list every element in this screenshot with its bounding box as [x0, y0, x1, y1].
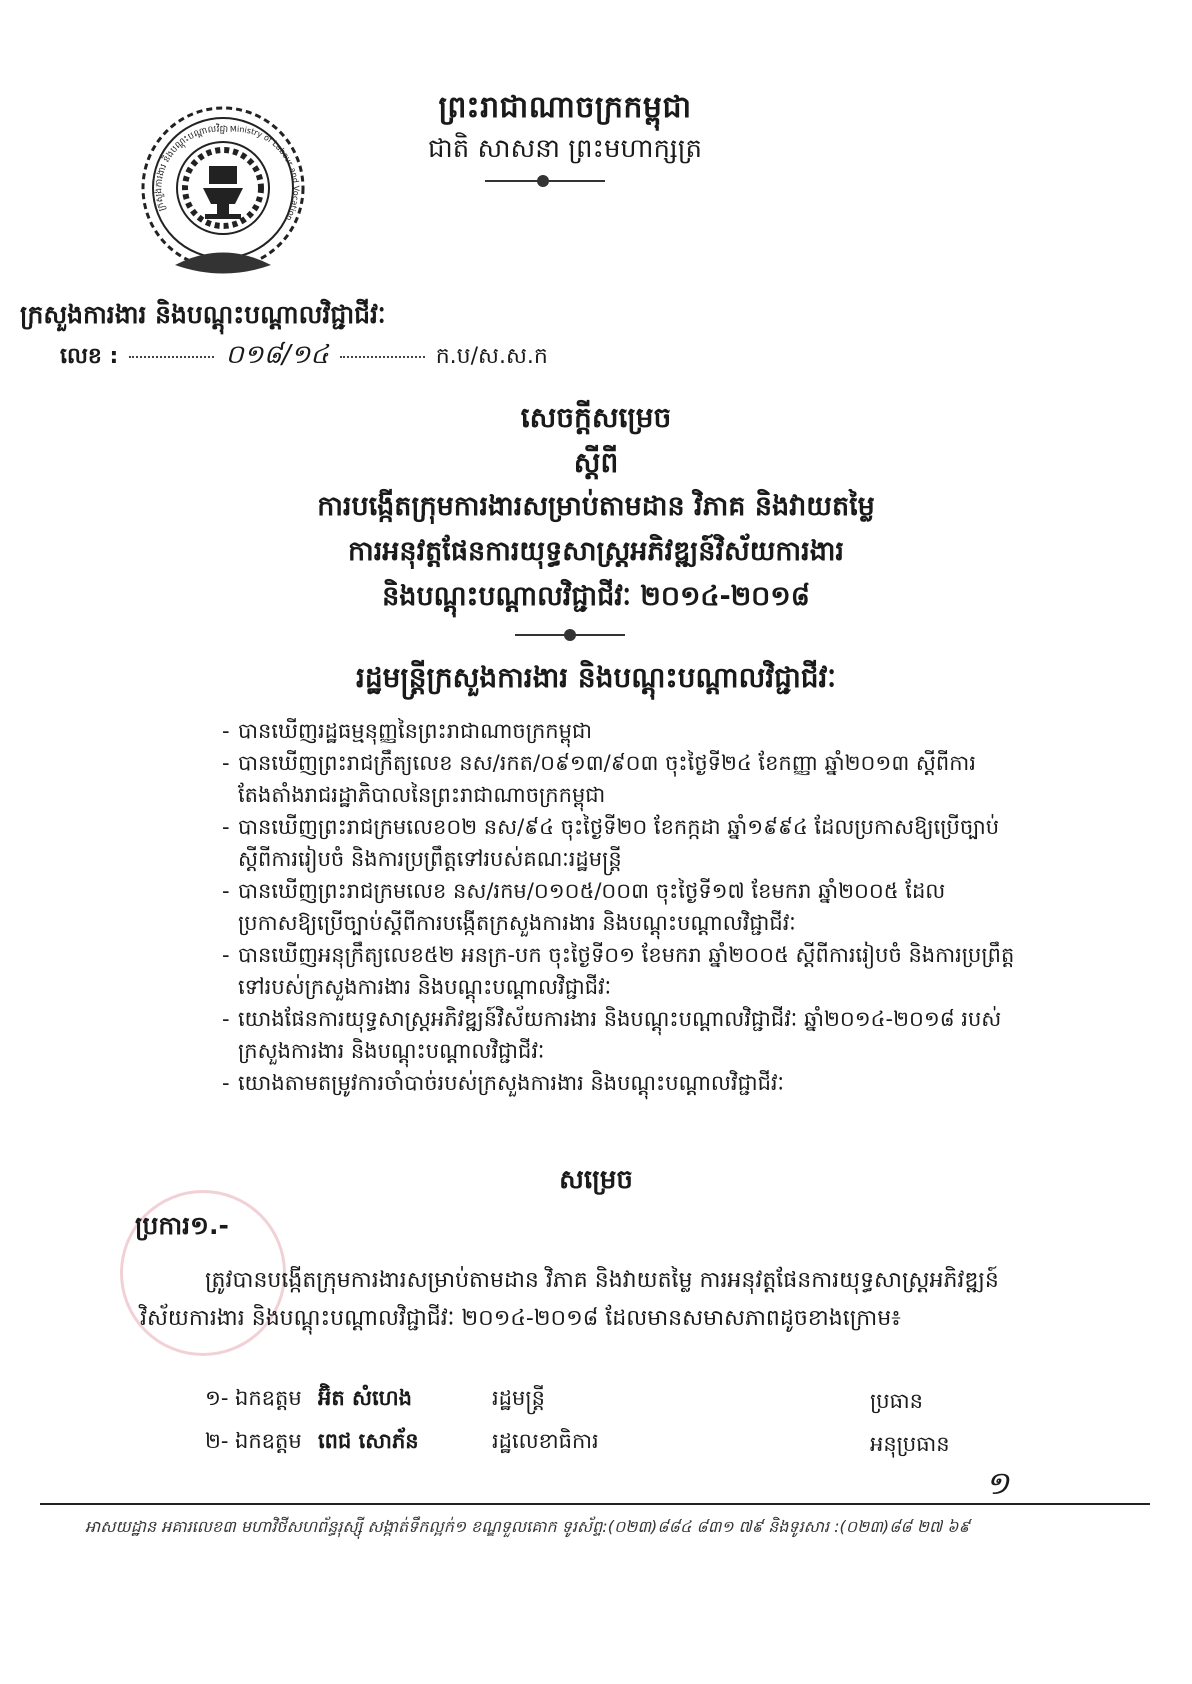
reference-item: - យោងតាមតម្រូវការចាំបាច់របស់ក្រសួងការងារ និងបណ្តុះបណ្តាលវិជ្ជាជីវៈ: [222, 1067, 1022, 1099]
dotted-leader: [129, 356, 214, 358]
subject-line-1: ការបង្កើតក្រុមការងារសម្រាប់តាមដាន វិភាគ និងវាយតម្លៃ: [317, 491, 875, 522]
subject-prefix: ស្តីពី: [573, 446, 619, 479]
kingdom-title: ព្រះរាជាណាចក្រកម្ពុជា: [438, 90, 692, 125]
member-title: ឯកឧត្តម: [235, 1429, 302, 1453]
member-position: រដ្ឋលេខាធិការ: [492, 1429, 599, 1453]
subject-line-3: និងបណ្តុះបណ្តាលវិជ្ជាជីវៈ ២០១៤-២០១៨: [382, 581, 810, 612]
reference-item: - បានឃើញព្រះរាជក្រមលេខ០២ នស/៩៤ ចុះថ្ងៃទី២០ ខែកក្កដា ឆ្នាំ១៩៩៤ ដែលប្រកាសឱ្យប្រើច្បាប់ស្តីពីការរៀបចំ និងការប្រព្រឹត្តទៅរបស់គណៈរដ្ឋមន្ត្រី: [222, 811, 1022, 875]
footer-address: អាសយដ្ឋាន អគារលេខ៣ មហាវិថីសហព័ន្ធរុស្ស៊ី សង្កាត់ទឹកល្អក់១ ខណ្ឌទួលគោក ទូរស័ព្ទ:(០២៣)៨៨៤ ៨៣១ ៧៩ និងទូរសារ :(០២៣)៨៨ ២៧ ៦៩: [85, 1517, 970, 1536]
member-number: ២-: [205, 1429, 229, 1453]
reference-item: - បានឃើញព្រះរាជក្រមលេខ នស/រកម/០១០៥/០០៣ ចុះថ្ងៃទី១៧ ខែមករា ឆ្នាំ២០០៥ ដែលប្រកាសឱ្យប្រើច្បាប់ស្តីពីការបង្កើតក្រសួងការងារ និងបណ្តុះបណ្តាលវិជ្ជាជីវៈ: [222, 875, 1022, 939]
member-title: ឯកឧត្តម: [235, 1386, 302, 1410]
ministry-name: ក្រសួងការងារ និងបណ្តុះបណ្តាលវិជ្ជាជីវៈ: [20, 300, 386, 329]
reference-item: - បានឃើញព្រះរាជក្រឹត្យលេខ នស/រកត/០៩១៣/៩០៣ ចុះថ្ងៃទី២៤ ខែកញ្ញា ឆ្នាំ២០១៣ ស្តីពីការតែងតាំងរាជរដ្ឋាភិបាលនៃព្រះរាជាណាចក្រកម្ពុជា: [222, 747, 1022, 811]
article-1-text: ត្រូវបានបង្កើតក្រុមការងារសម្រាប់តាមដាន វិភាគ និងវាយតម្លៃ ការអនុវត្តផែនការយុទ្ធសាស្ត្រអភិវឌ្ឍន៍វិស័យការងារ និងបណ្តុះបណ្តាលវិជ្ជាជីវៈ ២០១៤-២០១៨ ដែលមានសមាសភាពដូចខាងក្រោម៖: [140, 1268, 999, 1331]
decision-title: សេចក្តីសម្រេច: [520, 401, 672, 434]
member-name: អ៊ិត សំហេង: [318, 1386, 412, 1410]
member-number: ១-: [205, 1386, 229, 1410]
reference-item: - បានឃើញអនុក្រឹត្យលេខ៥២ អនក្រ-បក ចុះថ្ងៃទី០១ ខែមករា ឆ្នាំ២០០៥ ស្តីពីការរៀបចំ និងការប្រព្រឹត្តទៅរបស់ក្រសួងការងារ និងបណ្តុះបណ្តាលវិជ្ជាជីវៈ: [222, 939, 1022, 1003]
footer-divider: [40, 1503, 1150, 1505]
dotted-leader: [340, 356, 425, 358]
minister-heading: រដ្ឋមន្ត្រីក្រសួងការងារ និងបណ្តុះបណ្តាលវិជ្ជាជីវៈ: [356, 661, 836, 694]
reference-number-row: [60, 338, 548, 376]
reference-label: លេខ :: [60, 344, 119, 369]
reference-item: - បានឃើញរដ្ឋធម្មនុញ្ញនៃព្រះរាជាណាចក្រកម្ពុជា: [222, 715, 1022, 747]
ministry-seal: [135, 100, 310, 285]
ornament-dot: [564, 629, 576, 641]
seal-text-english: Ministry of Labour and Vocation: [229, 124, 301, 223]
reference-suffix: ក.ប/ស.ស.ក: [435, 344, 548, 369]
page-number: ១: [985, 1464, 1010, 1502]
seal-text-khmer: ក្រសួងការងារ និងបណ្តុះបណ្តាលវិជ្ជាជីវៈ: [154, 124, 229, 213]
member-name: ពេជ សោភ័ន: [318, 1429, 419, 1453]
reference-number: ០១៨/១៤: [225, 340, 329, 370]
subject-line-2: ការអនុវត្តផែនការយុទ្ធសាស្ត្រអភិវឌ្ឍន៍វិស័យការងារ: [348, 536, 844, 567]
article-1-label: ប្រការ១.-: [135, 1211, 229, 1240]
member-position: រដ្ឋមន្ត្រី: [492, 1386, 545, 1410]
member-role: ប្រធាន: [870, 1389, 923, 1413]
national-motto: ជាតិ សាសនា ព្រះមហាក្សត្រ: [428, 134, 702, 164]
reference-item: - យោងផែនការយុទ្ធសាស្ត្រអភិវឌ្ឍន៍វិស័យការងារ និងបណ្តុះបណ្តាលវិជ្ជាជីវៈ ឆ្នាំ២០១៤-២០១៨ របស់ក្រសួងការងារ និងបណ្តុះបណ្តាលវិជ្ជាជីវៈ: [222, 1003, 1022, 1067]
references-list: [222, 715, 1022, 1099]
ornament-dot: [537, 175, 549, 187]
member-role: អនុប្រធាន: [870, 1432, 950, 1456]
decision-heading: សម្រេច: [559, 1165, 633, 1195]
